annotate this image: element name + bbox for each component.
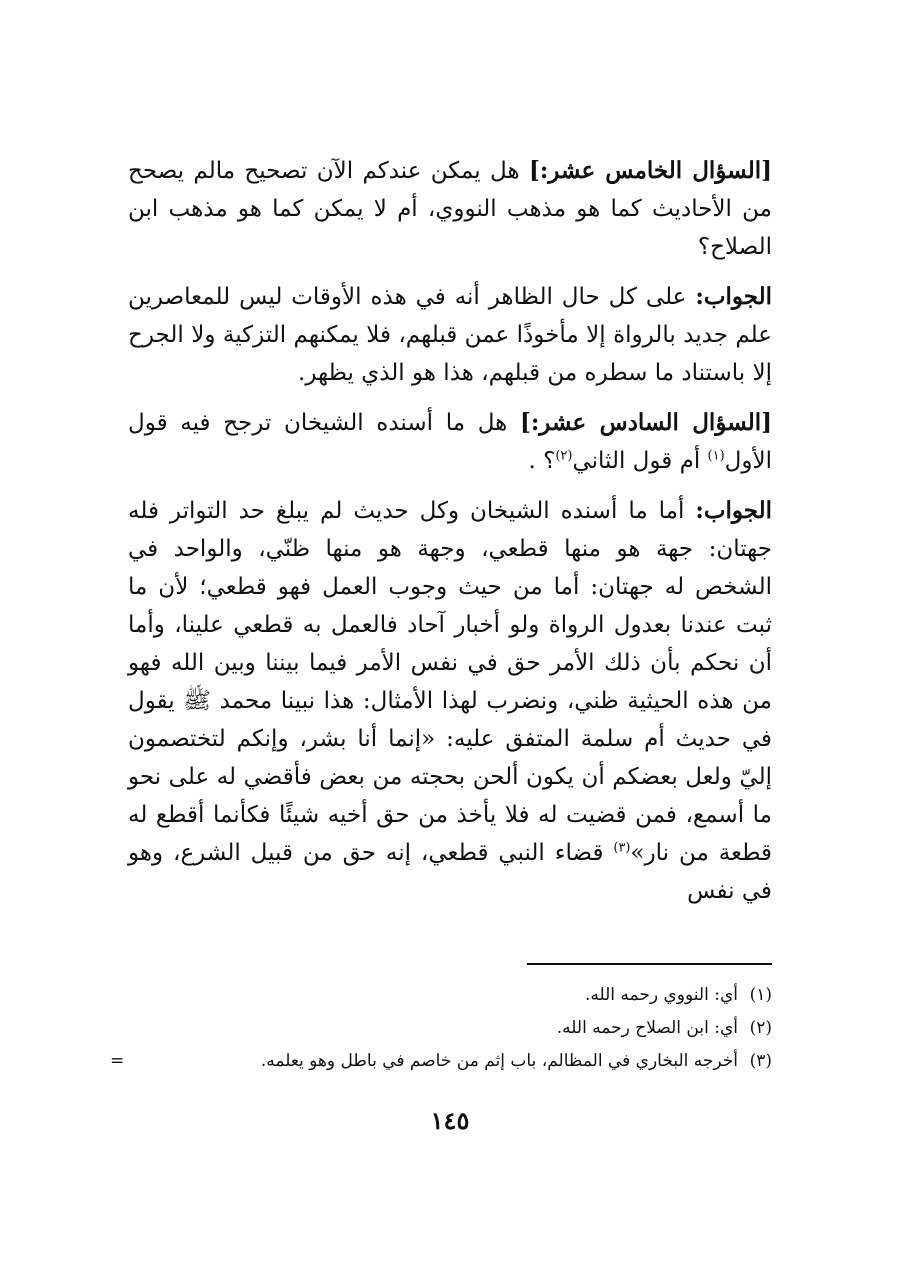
- footnote-ref-1[interactable]: (١): [707, 448, 725, 464]
- footnote-number: (٢): [749, 1018, 772, 1038]
- question-15-paragraph: [128, 152, 772, 266]
- question-16-text-2: أم قول الثاني: [572, 448, 708, 474]
- footnote-text: أخرجه البخاري في المظالم، باب إثم من خاصم في باطل وهو يعلمه.: [260, 1051, 738, 1071]
- footnote-ref-3[interactable]: (٣): [613, 840, 631, 856]
- answer-16-label: الجواب:: [695, 497, 772, 524]
- continuation-mark: =: [110, 1051, 125, 1071]
- footnote-item: [110, 1018, 772, 1051]
- footnote-item: [110, 1051, 772, 1084]
- footnote-ref-2[interactable]: (٢): [555, 448, 573, 464]
- answer-16-paragraph: [128, 492, 772, 910]
- answer-16-text: أما ما أسنده الشيخان وكل حديث لم يبلغ حد التواتر فله جهتان: جهة هو منها قطعي، وجهة هو منها ظنّي، والواحد في الشخص له جهتان: أما من حيث وجوب العمل فهو قطعي؛ لأن ما ثبت عندنا بعدول الرواة ولو أخبار آحاد فالعمل به قطعي علينا، وأما أن نحكم بأن ذلك الأمر حق في نفس الأمر فيما بيننا وبين الله فهو من هذه الحيثية ظني، ونضرب لهذا الأمثال: هذا نبينا محمد ﷺ يقول في حديث أم سلمة المتفق عليه: «إنما أنا بشر، وإنكم لتختصمون إليّ ولعل بعضكم أن يكون ألحن بحجته من بعض فأقضي له على نحو ما أسمع، فمن قضيت له فلا يأخذ من حق أخيه شيئًا فكأنما أقطع له قطعة من نار»: [128, 498, 772, 866]
- answer-15-text: على كل حال الظاهر أنه في هذه الأوقات ليس للمعاصرين علم جديد بالرواة إلا مأخوذًا عمن قبلهم، فلا يمكنهم التزكية ولا الجرح إلا باستناد ما سطره من قبلهم، هذا هو الذي يظهر.: [128, 284, 772, 386]
- main-text: [128, 152, 772, 910]
- question-16-text: هل ما أسنده الشيخان ترجح فيه قول الأول: [128, 410, 772, 474]
- answer-16-text-2: قضاء النبي قطعي، إنه حق من قبيل الشرع، وهو في نفس: [128, 840, 772, 904]
- footnote-number: (١): [749, 985, 772, 1005]
- answer-15-paragraph: [128, 278, 772, 392]
- question-16-text-3: ؟ .: [528, 448, 556, 474]
- footnotes: [110, 985, 772, 1084]
- question-16-paragraph: [128, 404, 772, 480]
- footnote-divider: [527, 963, 772, 965]
- footnote-number: (٣): [749, 1051, 772, 1071]
- footnote-text: أي: النووي رحمه الله.: [584, 985, 738, 1005]
- footnote-item: [110, 985, 772, 1018]
- question-16-label: [السؤال السادس عشر:]: [519, 409, 773, 436]
- question-15-text: هل يمكن عندكم الآن تصحيح مالم يصحح من الأحاديث كما هو مذهب النووي، أم لا يمكن كما هو مذهب ابن الصلاح؟: [128, 158, 772, 260]
- answer-15-label: الجواب:: [695, 283, 772, 310]
- footnote-text: أي: ابن الصلاح رحمه الله.: [556, 1018, 738, 1038]
- page-number: ١٤٥: [430, 1106, 470, 1135]
- question-15-label: [السؤال الخامس عشر:]: [528, 157, 773, 184]
